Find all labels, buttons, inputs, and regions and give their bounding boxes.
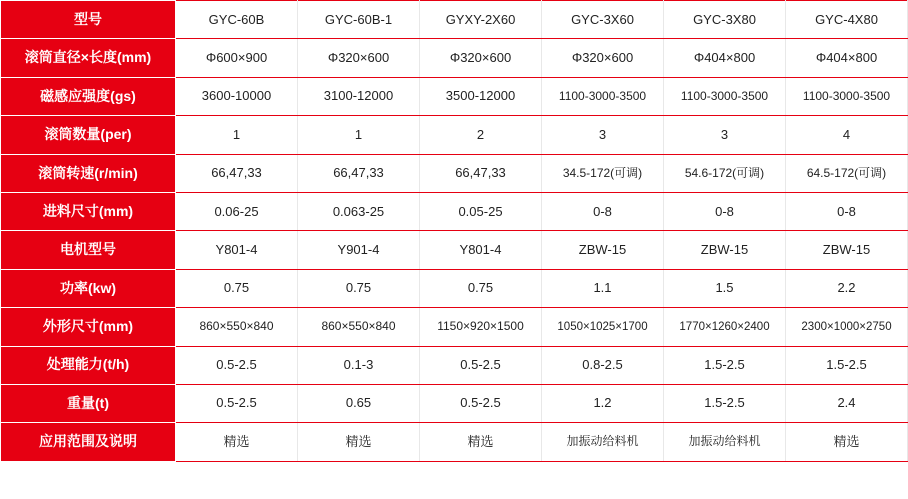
cell-feed-size-1: 0.06-25 — [176, 192, 298, 230]
table-row — [1, 77, 908, 115]
table-row — [1, 308, 908, 346]
row-label-weight: 重量(t) — [1, 384, 176, 422]
cell-weight-6: 2.4 — [786, 384, 908, 422]
cell-weight-1: 0.5-2.5 — [176, 384, 298, 422]
cell-motor-model-1: Y801-4 — [176, 231, 298, 269]
cell-application-2: 精选 — [298, 423, 420, 461]
cell-motor-model-3: Y801-4 — [420, 231, 542, 269]
cell-dimensions-6: 2300×1000×2750 — [786, 308, 908, 346]
cell-drum-speed-5: 54.6-172(可调) — [664, 154, 786, 192]
cell-drum-speed-6: 64.5-172(可调) — [786, 154, 908, 192]
table-row — [1, 116, 908, 154]
cell-magnetic-3: 3500-12000 — [420, 77, 542, 115]
cell-power-1: 0.75 — [176, 269, 298, 307]
cell-magnetic-4: 1100-3000-3500 — [542, 77, 664, 115]
cell-motor-model-5: ZBW-15 — [664, 231, 786, 269]
cell-capacity-1: 0.5-2.5 — [176, 346, 298, 384]
row-label-application-scope: 应用范围及说明 — [1, 423, 176, 461]
cell-dimensions-1: 860×550×840 — [176, 308, 298, 346]
cell-power-3: 0.75 — [420, 269, 542, 307]
row-label-capacity: 处理能力(t/h) — [1, 346, 176, 384]
table-row — [1, 192, 908, 230]
cell-application-1: 精选 — [176, 423, 298, 461]
table-row — [1, 269, 908, 307]
row-label-overall-dimensions: 外形尺寸(mm) — [1, 308, 176, 346]
cell-motor-model-4: ZBW-15 — [542, 231, 664, 269]
cell-model-5: GYC-3X80 — [664, 1, 786, 39]
cell-weight-2: 0.65 — [298, 384, 420, 422]
cell-drum-speed-3: 66,47,33 — [420, 154, 542, 192]
cell-magnetic-1: 3600-10000 — [176, 77, 298, 115]
row-label-model: 型号 — [1, 1, 176, 39]
cell-drum-speed-2: 66,47,33 — [298, 154, 420, 192]
cell-model-2: GYC-60B-1 — [298, 1, 420, 39]
cell-drum-size-1: Φ600×900 — [176, 39, 298, 77]
cell-dimensions-2: 860×550×840 — [298, 308, 420, 346]
cell-weight-5: 1.5-2.5 — [664, 384, 786, 422]
table-row — [1, 154, 908, 192]
cell-power-2: 0.75 — [298, 269, 420, 307]
cell-drum-speed-1: 66,47,33 — [176, 154, 298, 192]
cell-dimensions-5: 1770×1260×2400 — [664, 308, 786, 346]
cell-application-5: 加振动给料机 — [664, 423, 786, 461]
cell-model-3: GYXY-2X60 — [420, 1, 542, 39]
cell-drum-count-5: 3 — [664, 116, 786, 154]
table-row — [1, 423, 908, 461]
cell-feed-size-6: 0-8 — [786, 192, 908, 230]
cell-capacity-6: 1.5-2.5 — [786, 346, 908, 384]
cell-feed-size-3: 0.05-25 — [420, 192, 542, 230]
cell-model-1: GYC-60B — [176, 1, 298, 39]
row-label-drum-count: 滚筒数量(per) — [1, 116, 176, 154]
cell-drum-size-5: Φ404×800 — [664, 39, 786, 77]
cell-feed-size-4: 0-8 — [542, 192, 664, 230]
row-label-magnetic-intensity: 磁感应强度(gs) — [1, 77, 176, 115]
cell-drum-count-1: 1 — [176, 116, 298, 154]
table-row — [1, 231, 908, 269]
cell-feed-size-2: 0.063-25 — [298, 192, 420, 230]
cell-feed-size-5: 0-8 — [664, 192, 786, 230]
row-label-motor-model: 电机型号 — [1, 231, 176, 269]
cell-drum-count-3: 2 — [420, 116, 542, 154]
table-row — [1, 384, 908, 422]
cell-drum-speed-4: 34.5-172(可调) — [542, 154, 664, 192]
table-row — [1, 39, 908, 77]
row-label-drum-size: 滚筒直径×长度(mm) — [1, 39, 176, 77]
cell-drum-count-2: 1 — [298, 116, 420, 154]
cell-magnetic-5: 1100-3000-3500 — [664, 77, 786, 115]
cell-dimensions-3: 1150×920×1500 — [420, 308, 542, 346]
cell-application-3: 精选 — [420, 423, 542, 461]
cell-drum-count-6: 4 — [786, 116, 908, 154]
cell-capacity-2: 0.1-3 — [298, 346, 420, 384]
cell-power-5: 1.5 — [664, 269, 786, 307]
table-row — [1, 346, 908, 384]
cell-application-6: 精选 — [786, 423, 908, 461]
cell-magnetic-2: 3100-12000 — [298, 77, 420, 115]
cell-drum-size-3: Φ320×600 — [420, 39, 542, 77]
cell-magnetic-6: 1100-3000-3500 — [786, 77, 908, 115]
cell-capacity-4: 0.8-2.5 — [542, 346, 664, 384]
row-label-drum-speed: 滚筒转速(r/min) — [1, 154, 176, 192]
cell-weight-4: 1.2 — [542, 384, 664, 422]
cell-weight-3: 0.5-2.5 — [420, 384, 542, 422]
cell-motor-model-2: Y901-4 — [298, 231, 420, 269]
row-label-power: 功率(kw) — [1, 269, 176, 307]
cell-dimensions-4: 1050×1025×1700 — [542, 308, 664, 346]
cell-capacity-5: 1.5-2.5 — [664, 346, 786, 384]
cell-motor-model-6: ZBW-15 — [786, 231, 908, 269]
table-row — [1, 1, 908, 39]
row-label-feed-size: 进料尺寸(mm) — [1, 192, 176, 230]
cell-power-4: 1.1 — [542, 269, 664, 307]
cell-drum-size-6: Φ404×800 — [786, 39, 908, 77]
cell-model-6: GYC-4X80 — [786, 1, 908, 39]
cell-model-4: GYC-3X60 — [542, 1, 664, 39]
cell-power-6: 2.2 — [786, 269, 908, 307]
cell-application-4: 加振动给料机 — [542, 423, 664, 461]
cell-drum-size-2: Φ320×600 — [298, 39, 420, 77]
cell-drum-count-4: 3 — [542, 116, 664, 154]
cell-drum-size-4: Φ320×600 — [542, 39, 664, 77]
cell-capacity-3: 0.5-2.5 — [420, 346, 542, 384]
